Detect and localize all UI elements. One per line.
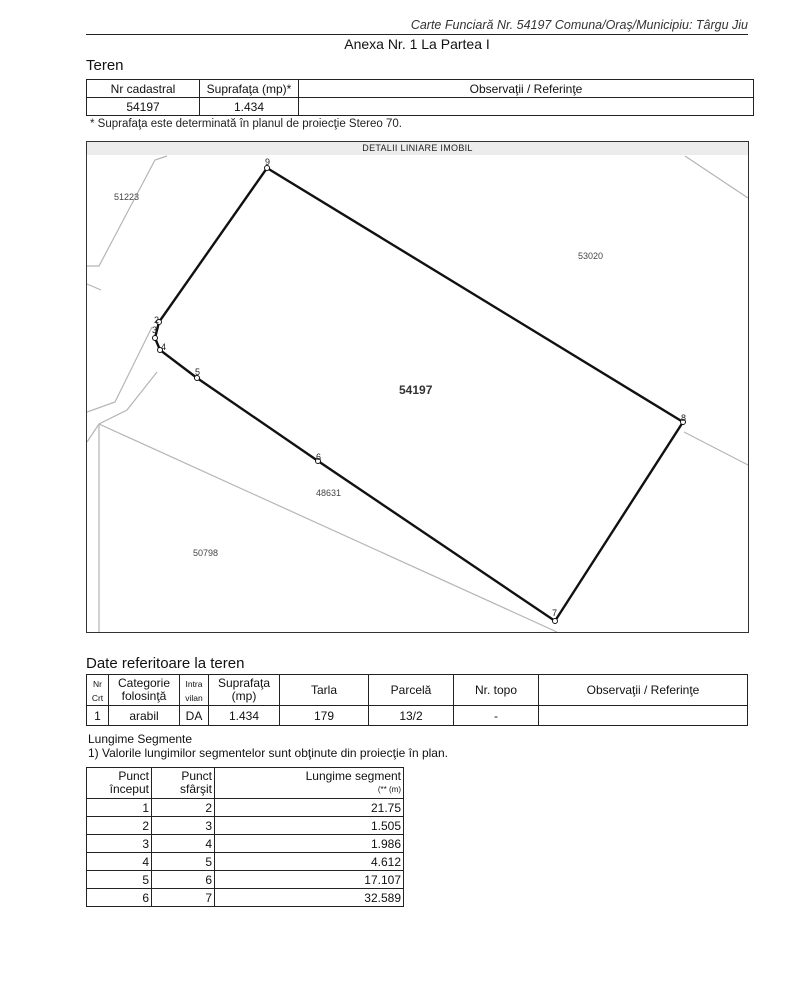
col-end-a: Punct [181,769,212,783]
col-end-b: sfârşit [179,782,212,796]
table-row [87,871,404,889]
annex-title: Anexa Nr. 1 La Partea I [344,36,490,52]
cell-end: 4 [152,835,215,853]
cell-end: 2 [152,799,215,817]
cell-intra-vilan: DA [180,706,209,726]
col-nr-crt [87,675,109,706]
table-row [87,817,404,835]
cell-suprafata: 1.434 [200,98,299,116]
col-categorie [109,675,180,706]
segments-header-row [87,768,404,799]
cell-start: 4 [87,853,152,871]
point-label-2: 2 [154,315,160,325]
point-label-6: 6 [316,452,322,462]
segments-heading [88,732,448,760]
col-observatii-referinte: Observaţii / Referinţe [539,675,748,706]
segments-note: 1) Valorile lungimilor segmentelor sunt obţinute din proiecţie în plan. [88,746,448,760]
neighbor-line [87,284,101,290]
col-intra-a: Intra [185,679,203,689]
date-teren-table [86,674,748,726]
neighbor-label-50798: 50798 [193,548,219,558]
cell-start: 2 [87,817,152,835]
section-title-teren: Teren [86,57,124,74]
segments-table [86,767,404,907]
header-divider [86,34,748,35]
col-nr-crt-b: Crt [91,693,104,703]
col-categorie-a: Categorie [117,676,171,690]
col-suprafata-a: Suprafaţa [217,676,271,690]
cell-parcela: 13/2 [369,706,454,726]
cell-categorie: arabil [109,706,180,726]
cell-start: 6 [87,889,152,907]
table-row [87,853,404,871]
neighbor-label-53020: 53020 [578,251,604,261]
cell-observatii [299,98,754,116]
segments-title: Lungime Segmente [88,732,193,746]
col-intra-b: vilan [185,693,203,703]
cell-length: 32.589 [215,889,404,907]
parcel-map [86,141,749,633]
map-drawing [87,142,748,632]
col-lungime-segment [215,768,404,799]
teren-header-row [87,80,754,98]
parcel-number: 54197 [399,383,433,397]
col-categorie-b: folosinţă [121,689,167,703]
col-nr-cadastral: Nr cadastral [87,80,200,98]
point-label-3: 3 [152,325,158,335]
point-label-7: 7 [552,608,558,618]
table-row [87,799,404,817]
cell-length: 1.505 [215,817,404,835]
cell-suprafata-mp: 1.434 [209,706,280,726]
col-nr-crt-a: Nr [93,679,102,689]
col-punct-sfarsit [152,768,215,799]
neighbor-line [685,156,748,198]
teren-table [86,79,754,116]
cell-end: 5 [152,853,215,871]
cell-nr-topo: - [454,706,539,726]
section-title-date-teren: Date referitoare la teren [86,655,245,672]
neighbor-line [87,156,167,266]
cell-end: 6 [152,871,215,889]
col-start-b: început [109,782,149,796]
cell-length: 21.75 [215,799,404,817]
cell-length: 4.612 [215,853,404,871]
vertex-3 [153,336,158,341]
col-suprafata-b: (mp) [231,689,257,703]
table-row [87,889,404,907]
table-row [87,835,404,853]
cell-start: 3 [87,835,152,853]
col-intra-vilan [180,675,209,706]
date-teren-row [87,706,748,726]
col-suprafata-mp [209,675,280,706]
col-nr-topo: Nr. topo [454,675,539,706]
neighbor-line [99,424,557,632]
col-observatii: Observaţii / Referinţe [299,80,754,98]
col-parcela: Parcelă [369,675,454,706]
cell-end: 7 [152,889,215,907]
vertex-7 [553,619,558,624]
col-length-unit: (** (m) [377,785,401,794]
cell-start: 1 [87,799,152,817]
neighbor-line [684,432,748,465]
cell-tarla: 179 [280,706,369,726]
cell-observatii-referinte [539,706,748,726]
cell-nr-cadastral: 54197 [87,98,200,116]
col-start-a: Punct [118,769,149,783]
point-label-5: 5 [195,367,201,377]
map-header: DETALII LINIARE IMOBIL [87,142,748,155]
neighbor-line [87,327,152,412]
teren-row [87,98,754,116]
neighbor-label-51223: 51223 [114,192,140,202]
neighbor-label-48631: 48631 [316,488,342,498]
date-teren-header-row [87,675,748,706]
col-tarla: Tarla [280,675,369,706]
cell-length: 1.986 [215,835,404,853]
point-label-9: 9 [265,157,271,167]
point-label-8: 8 [681,413,687,423]
cell-end: 3 [152,817,215,835]
cell-nr-crt: 1 [87,706,109,726]
col-punct-inceput [87,768,152,799]
point-label-4: 4 [161,342,167,352]
projection-note: * Suprafaţa este determinată în planul de proiecţie Stereo 70. [90,118,402,130]
cell-start: 5 [87,871,152,889]
col-length: Lungime segment [305,769,401,783]
cell-length: 17.107 [215,871,404,889]
document-header: Carte Funciară Nr. 54197 Comuna/Oraş/Municipiu: Târgu Jiu [410,18,748,32]
col-suprafata: Suprafaţa (mp)* [200,80,299,98]
neighbor-line [87,372,157,442]
